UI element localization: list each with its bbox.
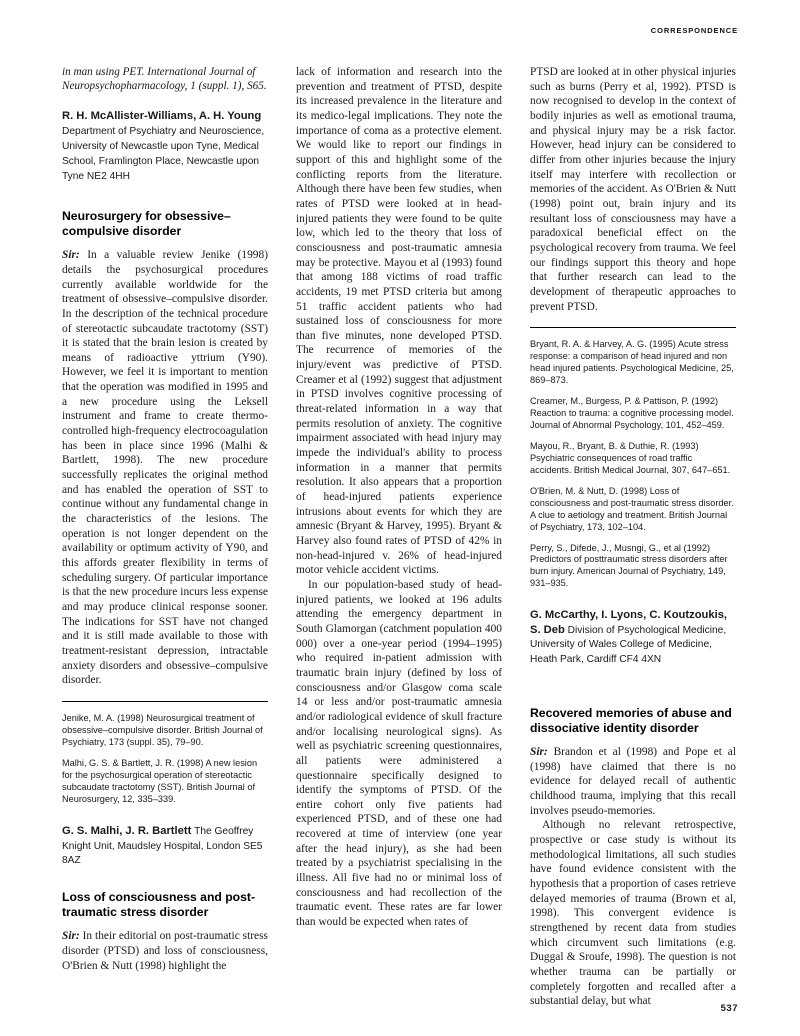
letter-body-neurosurgery	[62, 248, 268, 688]
author-names: G. S. Malhi, J. R. Bartlett	[62, 824, 192, 837]
letter-paragraph: In our population-based study of head-injured patients, we looked at 196 adults attending the emergency department in South Glamorgan (catchment population 400 000) over a one-year period (1994–1995) who required in-patient admission with traumatic brain injury (defined by loss of consciousness and/or Glasgow coma scale 14 or less and/or post-traumatic amnesia and/or radiological evidence of skull fracture and/or localising neurological signs). As well as psychiatric screening questionnaires, all patients were administered a questionnaire specifically designed to identify the symptoms of PTSD. Of the entire cohort only five patients had experienced PTSD, and of these one had recovered at time of interview (one year after the head injury), as she had been treated by a psychiatrist specialising in the illness. All five had no or minimal loss of consciousness and had recollection of the traumatic event. These rates are far lower than would be expected when rates of	[296, 578, 502, 929]
reference-fragment: in man using PET. International Journal of Neuropsychopharmacology, 1 (suppl. 1), S65.	[62, 66, 267, 93]
reference-item: Perry, S., Difede, J., Musngi, G., et al (1992) Predictors of posttraumatic stress disorders after burn injury. American Journal of Psychiatry, 149, 931–935.	[530, 542, 728, 589]
reference-item: O'Brien, M. & Nutt, D. (1998) Loss of consciousness and post-traumatic stress disorder. A clue to aetiology and treatment. British Journal of Psychiatry, 173, 102–104.	[530, 485, 734, 532]
reference-item: Malhi, G. S. & Bartlett, J. R. (1998) A new lesion for the psychosurgical operation of stereotactic subcaudate tractotomy (SST). British Journal of Neurosurgery, 12, 335–339.	[62, 757, 258, 804]
reference-item: Jenike, M. A. (1998) Neurosurgical treatment of obsessive–compulsive disorder. British Journal of Psychiatry, 173 (suppl. 35), 79–90.	[62, 712, 263, 747]
reference-item: Creamer, M., Burgess, P. & Pattison, P. (1992) Reaction to trauma: a cognitive processing model. Journal of Abnormal Psychology, 101, 452–459.	[530, 395, 734, 430]
sir-label: Sir:	[62, 930, 80, 943]
running-head: CORRESPONDENCE	[650, 26, 738, 35]
article-title-neurosurgery: Neurosurgery for obsessive–compulsive disorder	[62, 209, 231, 239]
author-affiliation: Department of Psychiatry and Neuroscience, University of Newcastle upon Tyne, Medical School, Framlington Place, Newcastle upon Tyne NE2 4HH	[62, 125, 265, 182]
divider-rule	[62, 701, 268, 702]
column-three	[530, 65, 736, 1009]
divider-rule	[530, 327, 736, 328]
letter-text: In a valuable review Jenike (1998) details the psychosurgical procedures currently available worldwide for the treatment of obsessive–compulsive disorder. In the description of the technical procedure of stereotactic subcaudate tractotomy (SST) it is stated that the brain lesion is created by means of radioactive yttrium (Y90). However, we feel it is important to mention that the operation was modified in 1995 and a new procedure using the Leksell instrument and frame to create thermo-controlled high-frequency electrocoagulation has been in place since 1996 (Malhi & Bartlett, 1998). The new procedure successfully replicates the original method and has enabled the operation of SST to continue without any fundamental change in the characteristics of the lesions. The operation is not longer dependent on the availability or optimum activity of Y90, and this affords greater flexibility in terms of scheduling surgery. Of particular importance is that the new procedure incurs less expense and may produce clinical response sooner. The indications for SST have not changed and it is still made available to those with treatment-resistant depression, intractable anxiety disorders and obsessive–compulsive disorder.	[62, 249, 268, 687]
sir-label: Sir:	[530, 746, 548, 759]
author-address-block-1	[62, 109, 268, 183]
three-column-layout	[62, 65, 738, 1009]
reference-list-1	[62, 713, 268, 806]
letter-paragraph: PTSD are looked at in other physical injuries such as burns (Perry et al, 1992). PTSD is now recognised to develop in the context of bodily injuries as well as emotional trauma, and physical injury may be a risk factor. However, head injury can be considered to differ from other injuries because the injury itself may interfere with recollection or memories of the accident. As O'Brien & Nutt (1998) point out, brain injury and its resultant loss of consciousness may have a paradoxical beneficial effect on the psychological recovery from trauma. We feel our findings support this theory and hope that further research can lead to the development of therapeutic approaches to prevent PTSD.	[530, 66, 736, 313]
author-names: R. H. McAllister-Williams, A. H. Young	[62, 110, 262, 123]
letter-body-loss-of-consciousness	[62, 929, 268, 973]
letter-paragraph: Although no relevant retrospective, prospective or case study is without its methodological limitations, all such studies have found evidence consistent with the hypothesis that a proportion of cases retrieve delayed memories of trauma (Brown et al, 1998). This convergent evidence is strengthened by recent data from studies which circumvent such limitations (e.g. Duggal & Sroufe, 1998). The question is not whether trauma can be partially or completely forgotten and recalled after a substantial delay, but what	[530, 819, 736, 1008]
article-title-loss-of-consciousness: Loss of consciousness and post-traumatic stress disorder	[62, 890, 256, 920]
author-address-block-2	[62, 824, 268, 869]
column-one	[62, 65, 268, 973]
sir-label: Sir:	[62, 249, 80, 262]
author-affiliation: Division of Psychological Medicine, University of Wales College of Medicine, Heath Park, Cardiff CF4 4XN	[530, 624, 727, 666]
reference-item: Bryant, R. A. & Harvey, A. G. (1995) Acute stress response: a comparison of head injured and non head injured patients. Psychological Medicine, 25, 869–873.	[530, 339, 734, 386]
column-two	[296, 65, 502, 930]
author-affiliation: The Geoffrey Knight Unit, Maudsley Hospital, London SE5 8AZ	[62, 825, 263, 867]
article-title-recovered-memories: Recovered memories of abuse and dissociative identity disorder	[530, 706, 732, 736]
author-names: G. McCarthy, I. Lyons, C. Koutzoukis, S. Deb	[530, 609, 728, 636]
letter-paragraph: lack of information and research into the prevention and treatment of PTSD, despite its increased prevalence in the literature and its medico-legal implications. They note the importance of coma as a protective element. We would like to report our findings in support of this and highlight some of the conflicting reports from the literature. Although there have been few studies, when rates of PTSD were looked at in head-injured patients they were found to be quite low, which led to the theory that loss of consciousness and post-traumatic amnesia may be protective. Mayou et al (1993) found that among 188 victims of road traffic accidents, 19 met PTSD criteria but among 51 traffic accident patients who had sustained loss of consciousness for more than five minutes, none developed PTSD. The recurrence of memories of the injury/event was predictive of PTSD. Creamer et al (1992) suggest that adjustment in PTSD involves cognitive processing of threat-related information in a way that permits resolution of anxiety. The cognitive impairment associated with head injury may impede the individual's ability to process information in a manner that permits resolution. It also appears that a proportion of head-injured patients experience intrusions about events for which they are amnesic (Bryant & Harvey, 1995). Bryant & Harvey also found rates of PTSD of 42% in non-head-injured v. 26% of head-injured motor vehicle accident victims.	[296, 66, 502, 577]
author-address-block-3	[530, 608, 736, 667]
page-number: 537	[720, 1003, 738, 1014]
letter-text: In their editorial on post-traumatic stress disorder (PTSD) and loss of consciousness, O'Brien & Nutt (1998) highlight the	[62, 930, 268, 972]
letter-text: Brandon et al (1998) and Pope et al (1998) have claimed that there is no evidence for delayed recall of authentic childhood trauma, implying that this recall involves pseudo-memories.	[530, 746, 736, 817]
letter-body-recovered-memories	[530, 745, 736, 818]
reference-item: Mayou, R., Bryant, B. & Duthie, R. (1993) Psychiatric consequences of road traffic accidents. British Medical Journal, 307, 647–651.	[530, 440, 731, 475]
reference-list-2	[530, 339, 736, 590]
